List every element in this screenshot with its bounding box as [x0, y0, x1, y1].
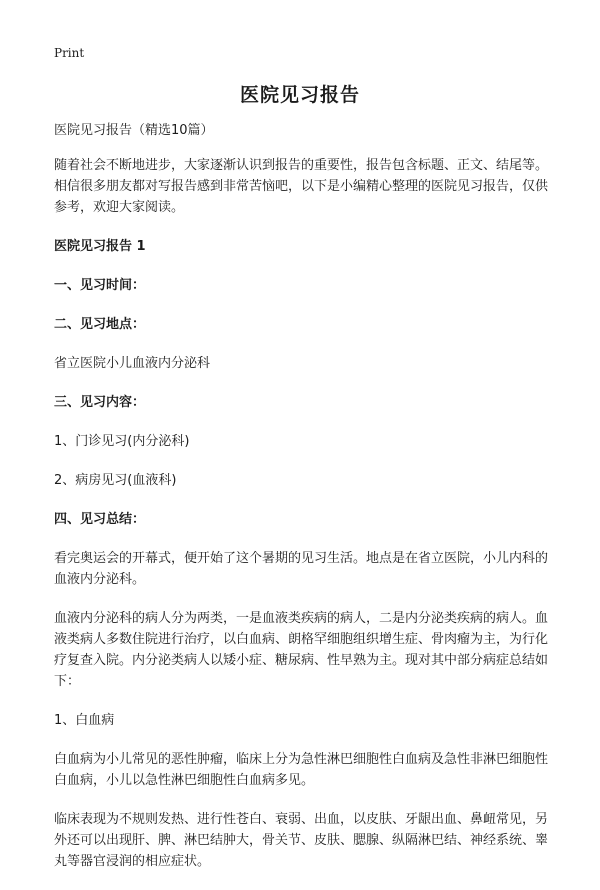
summary-paragraph-2: 血液内分泌科的病人分为两类，一是血液类疾病的病人，二是内分泌类疾病的病人。血液类病人多数住院进行治疗，以白血病、朗格罕细胞组织增生症、骨肉瘤为主，为行化疗复查入院。内分泌类病人以矮小症、糖尿病、性早熟为主。现对其中部分病症总结如下： [54, 611, 549, 689]
leukemia-paragraph-2: 临床表现为不规则发热、进行性苍白、衰弱、出血，以皮肤、牙龈出血、鼻衄常见，另外还可以出现肝、脾、淋巴结肿大，骨关节、皮肤、腮腺、纵隔淋巴结、神经系统、睾丸等器官浸润的相应症状。 [54, 812, 549, 869]
content-item-ward: 2、病房见习(血液科) [54, 473, 177, 488]
document-body [54, 120, 554, 890]
content-item-clinic: 1、门诊见习(内分泌科) [54, 434, 190, 449]
summary-paragraph-1: 看完奥运会的开幕式，便开始了这个暑期的见习生活。地点是在省立医院，小儿内科的血液内分泌科。 [54, 551, 549, 587]
section-heading-time: 一、见习时间： [54, 278, 146, 293]
leukemia-paragraph-1: 白血病为小儿常见的恶性肿瘤，临床上分为急性淋巴细胞性白血病及急性非淋巴细胞性白血病，小儿以急性淋巴细胞性白血病多见。 [54, 752, 549, 788]
subheading-leukemia: 1、白血病 [54, 713, 115, 728]
page-title: 医院见习报告 [239, 84, 360, 106]
report-heading: 医院见习报告 1 [54, 239, 146, 254]
section-heading-place: 二、见习地点： [54, 317, 146, 332]
place-text: 省立医院小儿血液内分泌科 [54, 356, 211, 371]
doc-subtitle: 医院见习报告（精选10篇） [54, 123, 214, 138]
section-heading-summary: 四、见习总结： [54, 512, 146, 527]
section-heading-content: 三、见习内容： [54, 395, 146, 410]
intro-paragraph: 随着社会不断地进步，大家逐渐认识到报告的重要性，报告包含标题、正文、结尾等。相信很多朋友都对写报告感到非常苦恼吧，以下是小编精心整理的医院见习报告，仅供参考，欢迎大家阅读。 [54, 158, 549, 215]
print-label[interactable]: Print [54, 46, 85, 60]
